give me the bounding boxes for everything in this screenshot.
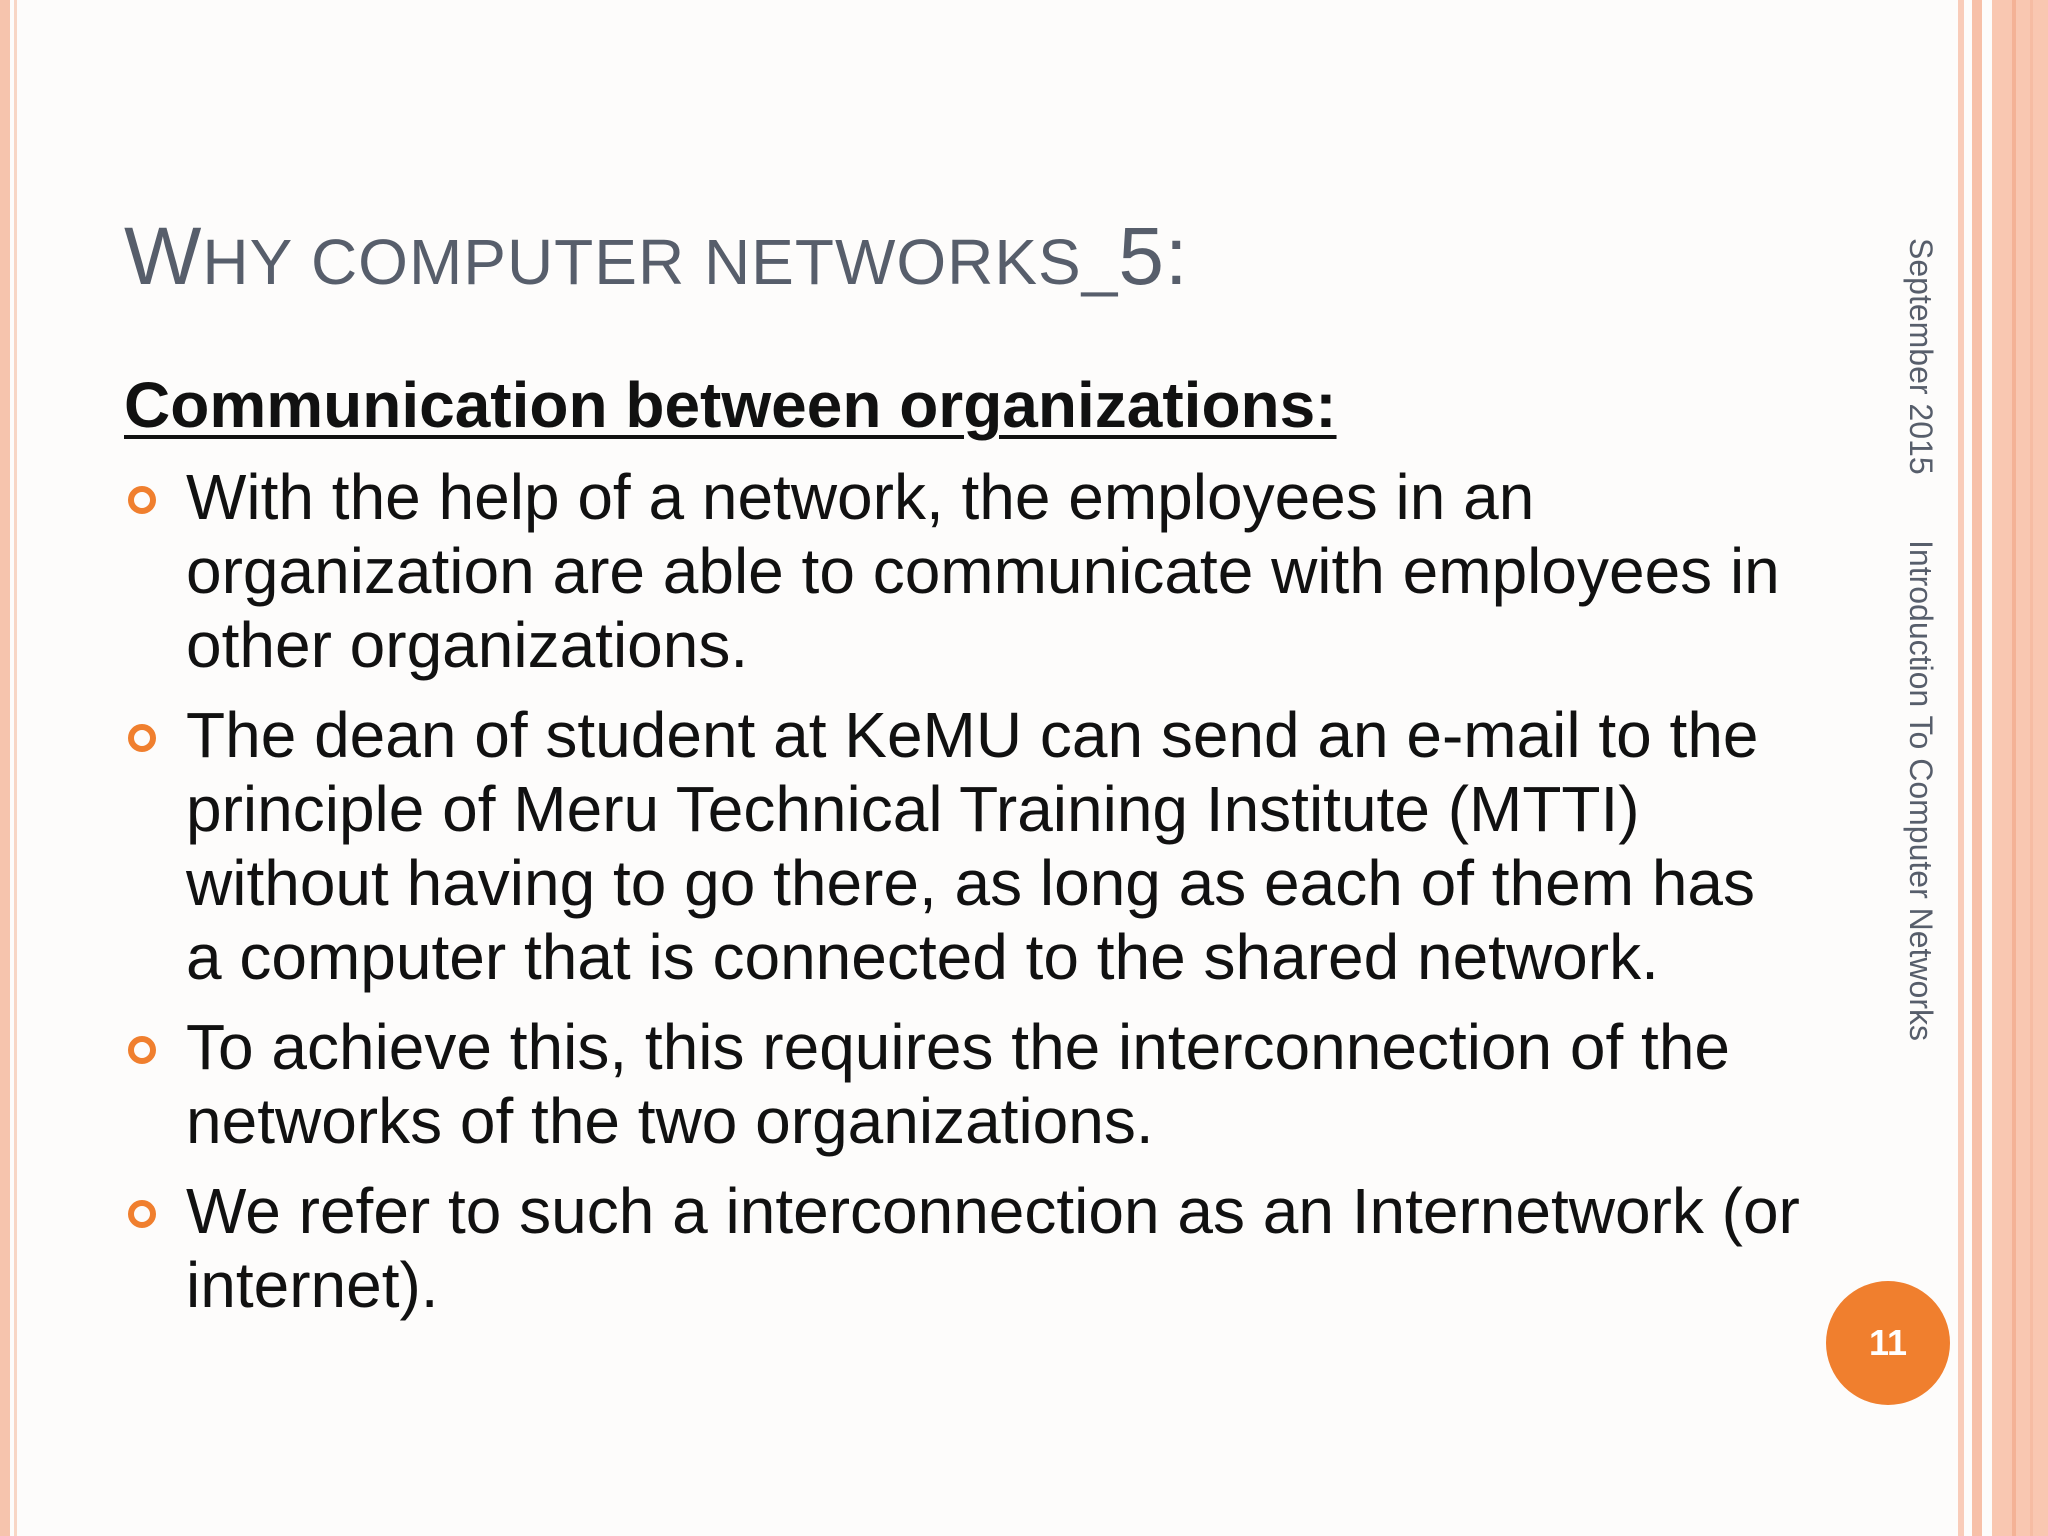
- page-number-badge: 11: [1826, 1281, 1950, 1405]
- title-first-letter: W: [124, 211, 203, 302]
- slide-title: [124, 210, 1189, 304]
- right-decorative-stripe-a: [1958, 0, 1964, 1536]
- bullet-text: We refer to such a interconnection as an Internetwork (or internet).: [186, 1175, 1800, 1321]
- bullet-item: [124, 698, 1804, 994]
- bullet-list: [124, 460, 1804, 1338]
- title-text: HY COMPUTER NETWORKS_: [202, 226, 1119, 298]
- left-decorative-stripe: [0, 0, 10, 1536]
- right-decorative-line-2: [2030, 0, 2033, 1536]
- title-number: 5:: [1118, 211, 1189, 302]
- hollow-circle-bullet-icon: [128, 1036, 156, 1064]
- hollow-circle-bullet-icon: [128, 1200, 156, 1228]
- hollow-circle-bullet-icon: [128, 724, 156, 752]
- side-date-label: September 2015: [1903, 238, 1939, 475]
- right-decorative-stripe-c: [1992, 0, 2048, 1536]
- bullet-item: [124, 460, 1804, 682]
- hollow-circle-bullet-icon: [128, 486, 156, 514]
- slide-subtitle: Communication between organizations:: [124, 369, 1337, 441]
- left-decorative-thin-stripe: [14, 0, 17, 1536]
- bullet-item: [124, 1174, 1804, 1322]
- right-decorative-stripe-b: [1972, 0, 1982, 1536]
- side-course-label: Introduction To Computer Networks: [1903, 540, 1939, 1041]
- bullet-item: [124, 1010, 1804, 1158]
- bullet-text: To achieve this, this requires the interconnection of the networks of the two organizations.: [186, 1011, 1730, 1157]
- bullet-text: With the help of a network, the employees in an organization are able to communicate with employees in other organizations.: [186, 461, 1780, 681]
- bullet-text: The dean of student at KeMU can send an e-mail to the principle of Meru Technical Training Institute (MTTI) without having to go there, as long as each of them has a computer that is connected to the shared network.: [186, 699, 1759, 993]
- right-decorative-line: [2012, 0, 2016, 1536]
